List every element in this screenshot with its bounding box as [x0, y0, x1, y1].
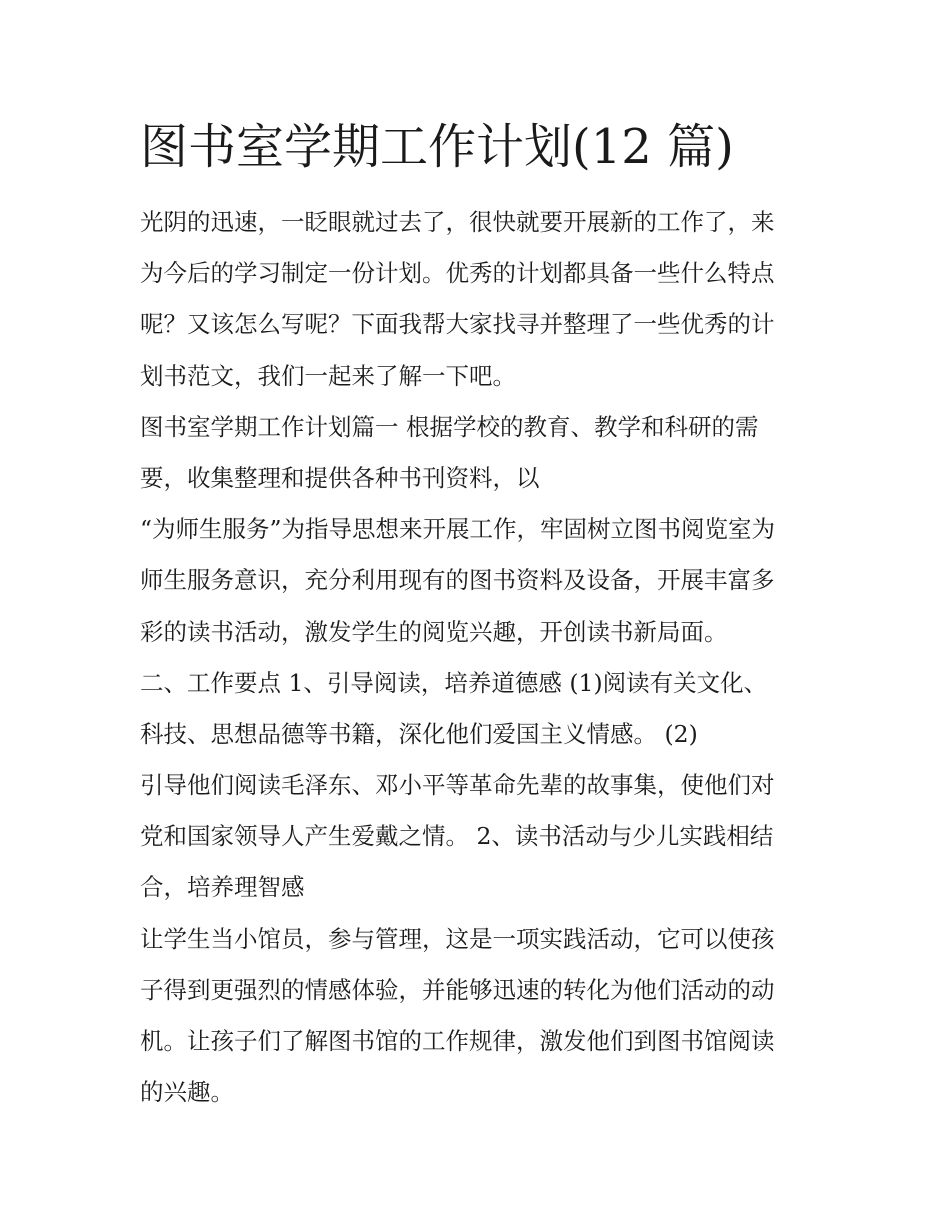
body-line: 引导他们阅读毛泽东、邓小平等革命先辈的故事集，使他们对 — [140, 771, 775, 800]
body-line: 光阴的迅速，一眨眼就过去了，很快就要开展新的工作了，来 — [140, 208, 775, 236]
body-line: 机。让孩子们了解图书馆的工作规律，激发他们到图书馆阅读 — [140, 1027, 775, 1055]
body-line: 为今后的学习制定一份计划。优秀的计划都具备一些什么特点 — [140, 259, 775, 288]
body-line: 二、工作要点 1、引导阅读，培养道德感 (1)阅读有关文化、 — [140, 668, 768, 697]
body-line: 要，收集整理和提供各种书刊资料，以 — [140, 463, 540, 492]
body-line: 科技、思想品德等书籍，深化他们爱国主义情感。 (2) — [140, 719, 698, 748]
body-line: 师生服务意识，充分利用现有的图书资料及设备，开展丰富多 — [140, 566, 775, 595]
body-line: 划书范文，我们一起来了解一下吧。 — [140, 361, 516, 390]
body-line: 党和国家领导人产生爱戴之情。 2、读书活动与少儿实践相结 — [140, 822, 774, 851]
document-body — [140, 197, 830, 1118]
body-line: 呢？又该怎么写呢？下面我帮大家找寻并整理了一些优秀的计 — [140, 310, 775, 339]
body-line: 图书室学期工作计划篇一 根据学校的教育、教学和科研的需 — [140, 412, 759, 441]
body-line: 让学生当小馆员，参与管理，这是一项实践活动，它可以使孩 — [140, 924, 775, 953]
body-line: “为师生服务”为指导思想来开展工作，牢固树立图书阅览室为 — [140, 515, 776, 544]
body-line: 的兴趣。 — [140, 1078, 234, 1107]
body-line: 彩的读书活动，激发学生的阅览兴趣，开创读书新局面。 — [140, 617, 728, 646]
document-title: 图书室学期工作计划(12 篇) — [140, 119, 734, 175]
body-line: 合，培养理智感 — [140, 873, 305, 902]
body-line: 子得到更强烈的情感体验，并能够迅速的转化为他们活动的动 — [140, 975, 775, 1004]
